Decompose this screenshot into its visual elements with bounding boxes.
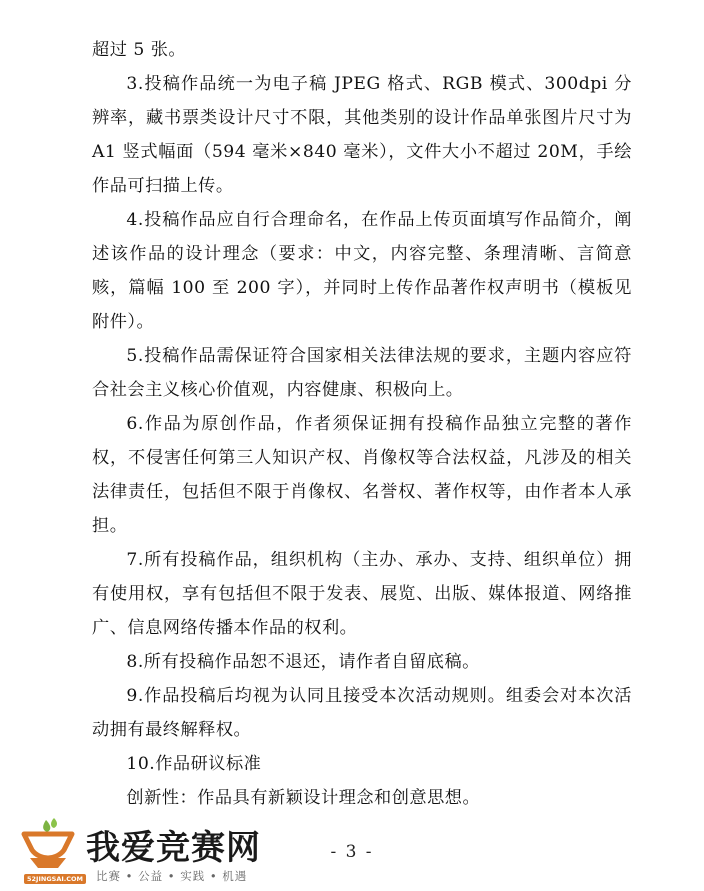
paragraph: 3.投稿作品统一为电子稿 JPEG 格式、RGB 模式、300dpi 分辨率，藏书票类设计尺寸不限，其他类别的设计作品单张图片尺寸为 A1 竖式幅面（594 毫米×840 毫米），文件大小不超过 20M，手绘作品可扫描上传。 bbox=[92, 74, 632, 196]
page-number: - 3 - bbox=[330, 842, 374, 862]
paragraph: 7.所有投稿作品，组织机构（主办、承办、支持、组织单位）拥有使用权，享有包括但不限于发表、展览、出版、媒体报道、网络推广、信息网络传播本作品的权利。 bbox=[92, 550, 632, 638]
paragraph: 5.投稿作品需保证符合国家相关法律法规的要求，主题内容应符合社会主义核心价值观，内容健康、积极向上。 bbox=[92, 346, 632, 400]
paragraph: 超过 5 张。 bbox=[92, 40, 187, 60]
paragraph: 创新性：作品具有新颖设计理念和创意思想。 bbox=[126, 788, 481, 808]
paragraph: 6.作品为原创作品，作者须保证拥有投稿作品独立完整的著作权，不侵害任何第三人知识产权、肖像权等合法权益，凡涉及的相关法律责任，包括但不限于肖像权、名誉权、著作权等，由作者本人承担。 bbox=[92, 414, 632, 536]
paragraph: 9.作品投稿后均视为认同且接受本次活动规则。组委会对本次活动拥有最终解释权。 bbox=[92, 686, 632, 740]
paragraph: 4.投稿作品应自行合理命名，在作品上传页面填写作品简介，阐述该作品的设计理念（要求：中文，内容完整、条理清晰、言简意赅，篇幅 100 至 200 字），并同时上传作品著作权声明书（模板见附件）。 bbox=[92, 210, 632, 332]
document-body bbox=[92, 33, 632, 815]
watermark-title: 我爱竞赛网 bbox=[86, 828, 261, 868]
paragraph: 10.作品研议标准 bbox=[126, 754, 262, 774]
watermark-logo bbox=[16, 816, 286, 888]
watermark-tags: 比赛 • 公益 • 实践 • 机遇 bbox=[96, 869, 248, 883]
watermark-url: 52JINGSAI.COM bbox=[24, 874, 86, 884]
paragraph: 8.所有投稿作品恕不退还，请作者自留底稿。 bbox=[126, 652, 480, 672]
trophy-icon bbox=[16, 816, 80, 876]
